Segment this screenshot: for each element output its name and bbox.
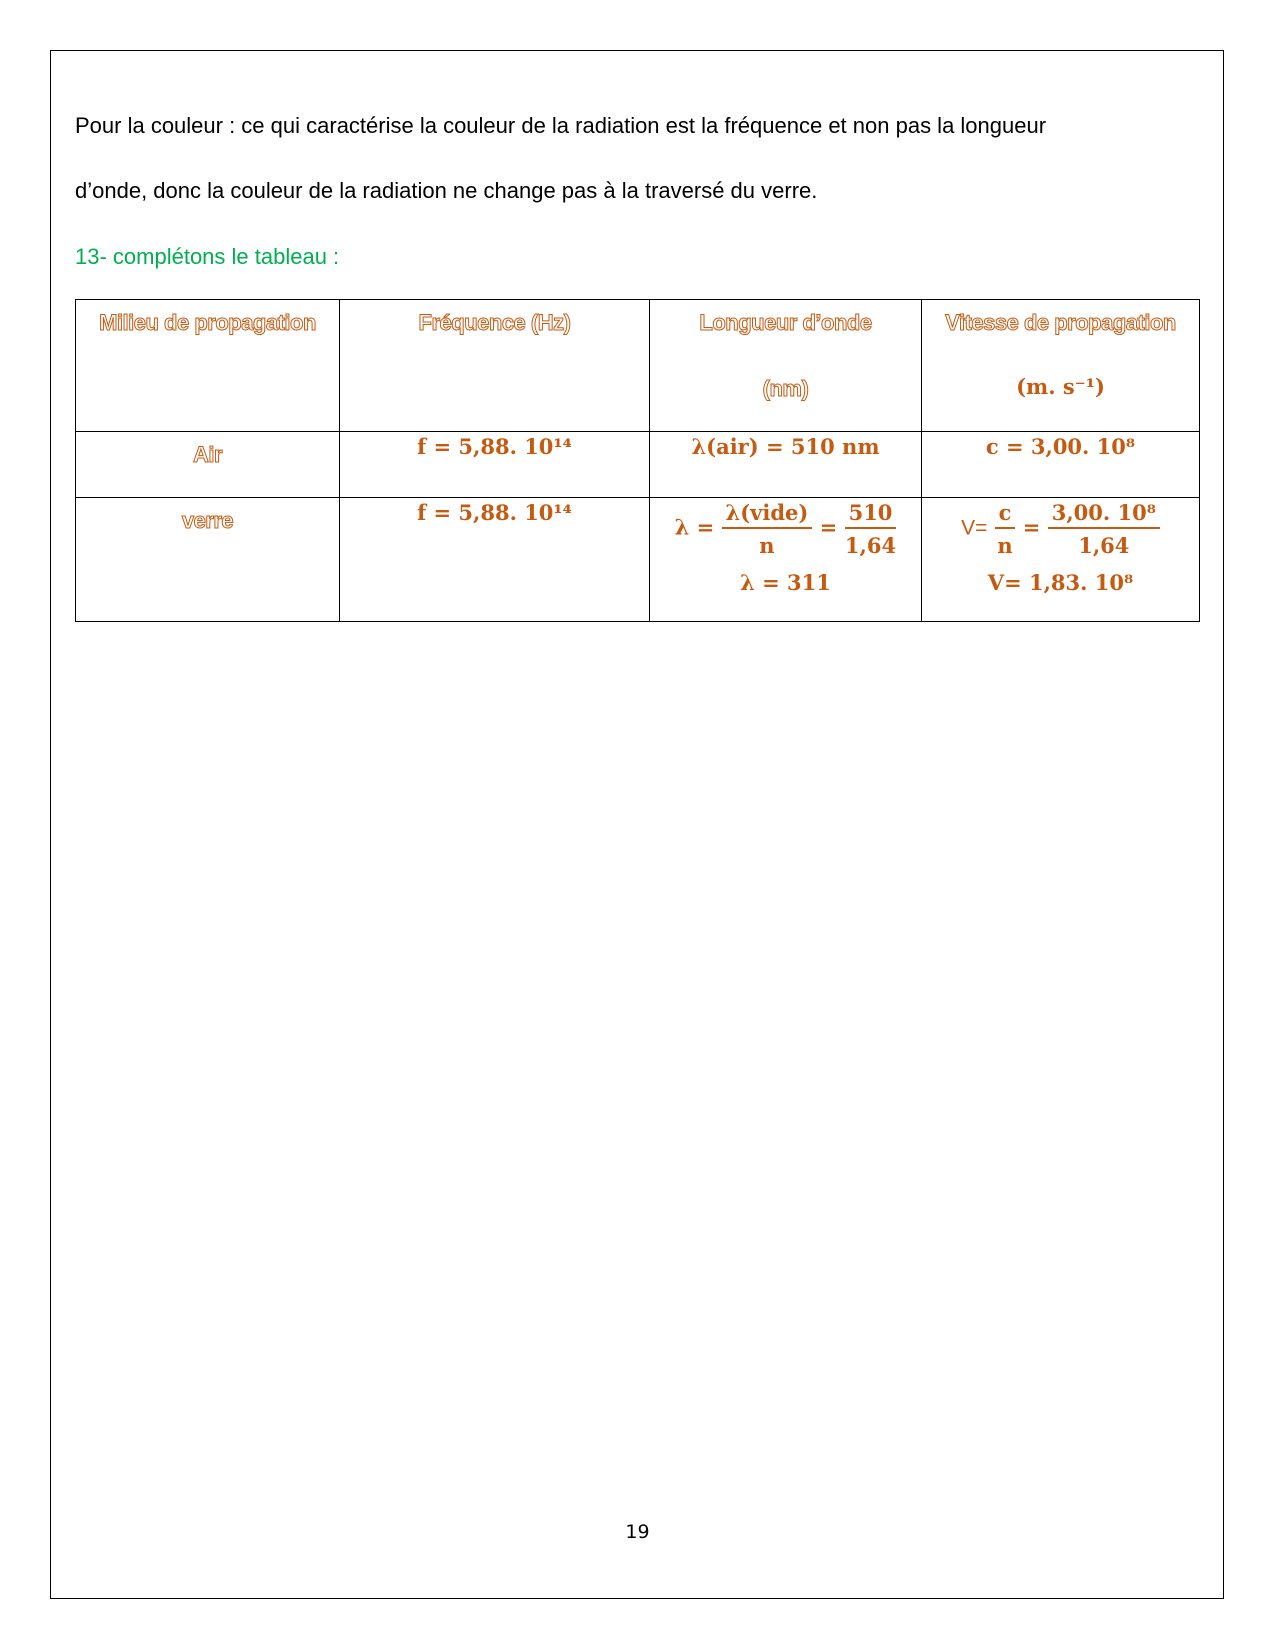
cell-wavelength — [650, 498, 922, 622]
fraction-denominator: 1,64 — [844, 533, 897, 558]
fraction-numerator: λ(vide) — [722, 500, 813, 529]
speed-lhs: V= — [961, 516, 988, 540]
answer-table — [75, 299, 1200, 622]
equals-sign: = — [819, 514, 838, 540]
header-wavelength-unit: (nm) — [762, 376, 809, 401]
fraction-numerator: c — [995, 500, 1016, 529]
cell-frequency: f = 5,88. 10¹⁴ — [417, 500, 572, 525]
header-wavelength-text: Longueur d’onde — [699, 310, 872, 335]
cell-medium: verre — [181, 508, 234, 533]
header-speed-unit: (m. s⁻¹) — [1016, 374, 1105, 399]
header-medium — [76, 300, 340, 432]
header-frequency-text: Fréquence (Hz) — [418, 310, 571, 335]
cell-wavelength: λ(air) = 510 nm — [691, 434, 880, 459]
page-border — [50, 50, 1224, 1599]
table-row — [76, 432, 1200, 498]
cell-medium: Air — [192, 442, 223, 467]
section-heading: 13- complétons le tableau : — [75, 244, 340, 269]
speed-result: V= 1,83. 10⁸ — [987, 570, 1134, 595]
table-header-row — [76, 300, 1200, 432]
cell-speed — [922, 498, 1200, 622]
fraction-denominator: n — [759, 533, 775, 558]
cell-frequency: f = 5,88. 10¹⁴ — [417, 434, 572, 459]
paragraph-line-2: d’onde, donc la couleur de la radiation ne change pas à la traversé du verre. — [75, 178, 818, 203]
page-number: 19 — [625, 1521, 650, 1543]
wavelength-lhs: λ = — [674, 514, 715, 540]
equals-sign: = — [1022, 514, 1041, 540]
header-frequency — [340, 300, 650, 432]
table-row — [76, 498, 1200, 622]
fraction-denominator: n — [997, 533, 1013, 558]
fraction-denominator: 1,64 — [1078, 533, 1130, 558]
header-speed — [922, 300, 1200, 432]
cell-speed: c = 3,00. 10⁸ — [985, 434, 1136, 459]
header-wavelength — [650, 300, 922, 432]
header-medium-text: Milieu de propagation — [99, 310, 316, 335]
fraction-numerator: 3,00. 10⁸ — [1048, 500, 1160, 529]
header-speed-text: Vitesse de propagation — [945, 310, 1176, 335]
fraction-numerator: 510 — [845, 500, 897, 529]
wavelength-result: λ = 311 — [740, 570, 831, 595]
paragraph-line-1: Pour la couleur : ce qui caractérise la couleur de la radiation est la fréquence et non pas la longueur — [75, 113, 1047, 138]
